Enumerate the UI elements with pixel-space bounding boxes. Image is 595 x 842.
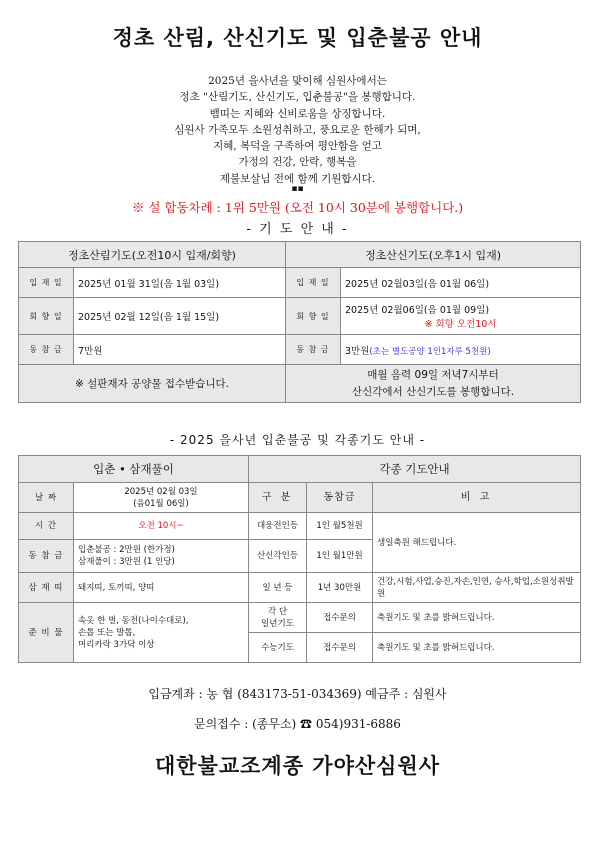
ipchun-date-line: 2025년 02월 03일 <box>124 486 198 497</box>
prayer-kind: 일 년 등 <box>249 573 307 603</box>
prep-line: 머리카락 3가닥 이상 <box>78 639 155 650</box>
page-title: 정초 산림, 산신기도 및 입춘불공 안내 <box>112 26 483 50</box>
monthly-notice-line: 산신각에서 산신기도를 봉행합니다. <box>351 385 515 398</box>
sanshin-fee-note: (초는 별도공양 1인1자루 5천원) <box>369 346 491 357</box>
sanrim-prayer-header: 정초산림기도(오전10시 입재/회향) <box>19 242 286 268</box>
start-date-label: 입 재 일 <box>19 268 74 298</box>
fee-label: 동 참 금 <box>19 335 74 365</box>
prayer-fee: 1인 월5천원 <box>307 513 373 540</box>
prayer-kind-line: 각 단 <box>267 606 288 617</box>
contact-info: 문의접수 : (종무소) ☎ 054)931-6886 <box>194 717 401 731</box>
prep-line: 속옷 한 벌, 동전(나이수대로), <box>78 615 189 626</box>
various-prayer-header: 각종 기도안내 <box>249 456 581 483</box>
prep-label: 준 비 물 <box>19 603 74 663</box>
prayer-section-title: - 기 도 안 내 - <box>246 222 349 237</box>
prayer-kind-line: 일년기도 <box>261 618 294 629</box>
sanshin-end-date: 2025년 02월06일(음 01월 09일) <box>345 305 490 316</box>
temple-name: 대한불교조계종 가야산심원사 <box>154 754 441 778</box>
sanshin-end-note: ※ 회향 오전10시 <box>424 319 497 330</box>
memorial-notice: ※ 설 합동차례 : 1위 5만원 (오전 10시 30분에 봉행합니다.) <box>131 200 464 215</box>
prayer-kind: 수능기도 <box>249 633 307 663</box>
prayer-fee: 접수문의 <box>307 633 373 663</box>
prayer-fee: 접수문의 <box>307 603 373 633</box>
sanshin-fee-cell <box>341 335 581 365</box>
prep-line: 손톱 또는 발톱, <box>78 627 136 638</box>
intro-line: 2025년 을사년을 맞이해 심원사에서는 <box>208 75 387 87</box>
ipchun-header: 입춘 • 삼재풀이 <box>19 456 249 483</box>
ipchun-section-title: - 2025 을사년 입춘불공 및 각종기도 안내 - <box>169 433 426 447</box>
prayer-fee: 1인 월1만원 <box>307 540 373 573</box>
monthly-notice-line: 매월 음력 09일 저녁7시부터 <box>367 368 499 381</box>
sanrim-fee: 7만원 <box>74 335 286 365</box>
ipchun-fee-line: 입춘불공 : 2만원 (한가정) <box>78 545 175 555</box>
prayer-note: 건강,시험,사업,승진,자손,인연, 승사,학업,소원성취발원 <box>373 573 581 603</box>
sanrim-start-date: 2025년 01월 31일(음 1월 03일) <box>74 268 286 298</box>
samjae-label: 삼 재 띠 <box>19 573 74 603</box>
intro-line: 뱀띠는 지혜와 신비로움을 상징합니다. <box>209 107 386 120</box>
divider-dots: ▪▪ <box>291 184 304 194</box>
lamp-note: 생일축원 해드립니다. <box>373 513 581 573</box>
samjae-value: 돼지띠, 토끼띠, 양띠 <box>74 573 249 603</box>
prayer-note: 축원기도 및 초를 밝혀드립니다. <box>373 633 581 663</box>
intro-line: 정초 "산림기도, 산신기도, 입춘불공"을 봉행합니다. <box>179 91 416 104</box>
fee-label: 동 참 금 <box>286 335 341 365</box>
ipchun-time: 오전 10시~ <box>74 513 249 540</box>
sanshin-prayer-header: 정초산신기도(오후1시 입재) <box>286 242 581 268</box>
prayer-table <box>18 241 581 403</box>
column-fee: 동참금 <box>307 483 373 513</box>
sanrim-end-date: 2025년 02월 12일(음 1월 15일) <box>74 298 286 335</box>
fee-label: 동 참 금 <box>19 540 74 573</box>
monthly-sanshin-notice <box>286 365 581 403</box>
ipchun-date-line: (음01월 06일) <box>133 498 189 509</box>
sanshin-fee: 3만원 <box>345 345 370 357</box>
intro-line: 심원사 가족모두 소원성취하고, 풍요로운 한해가 되며, <box>174 123 421 136</box>
time-label: 시 간 <box>19 513 74 540</box>
intro-line: 제불보살님 전에 함께 기원합시다. <box>219 172 376 185</box>
prayer-kind: 대웅전인등 <box>249 513 307 540</box>
intro-line: 지혜, 복덕을 구족하여 평안함을 얻고 <box>213 140 382 153</box>
offering-notice: ※ 설판재자 공양물 접수받습니다. <box>19 365 286 403</box>
date-label: 날 짜 <box>19 483 74 513</box>
ipchun-fee <box>74 540 249 573</box>
column-note: 비 고 <box>373 483 581 513</box>
sanshin-start-date: 2025년 02월03일(음 01월 06일) <box>341 268 581 298</box>
ipchun-fee-line: 삼재풀이 : 3만원 (1 인당) <box>78 557 175 567</box>
bank-account: 입금계좌 : 농 협 (843173-51-034369) 예금주 : 심원사 <box>148 687 447 701</box>
end-date-label: 회 향 일 <box>19 298 74 335</box>
column-kind: 구 분 <box>249 483 307 513</box>
start-date-label: 입 재 일 <box>286 268 341 298</box>
intro-text <box>0 73 595 187</box>
prep-value <box>74 603 249 663</box>
sanshin-end-cell <box>341 298 581 335</box>
end-date-label: 회 향 일 <box>286 298 341 335</box>
prayer-fee: 1년 30만원 <box>307 573 373 603</box>
ipchun-date <box>74 483 249 513</box>
prayer-note: 축원기도 및 초를 밝혀드립니다. <box>373 603 581 633</box>
prayer-kind <box>249 603 307 633</box>
ipchun-table <box>18 455 581 663</box>
prayer-kind: 산신각인등 <box>249 540 307 573</box>
intro-line: 가정의 건강, 안락, 행복을 <box>238 156 357 169</box>
